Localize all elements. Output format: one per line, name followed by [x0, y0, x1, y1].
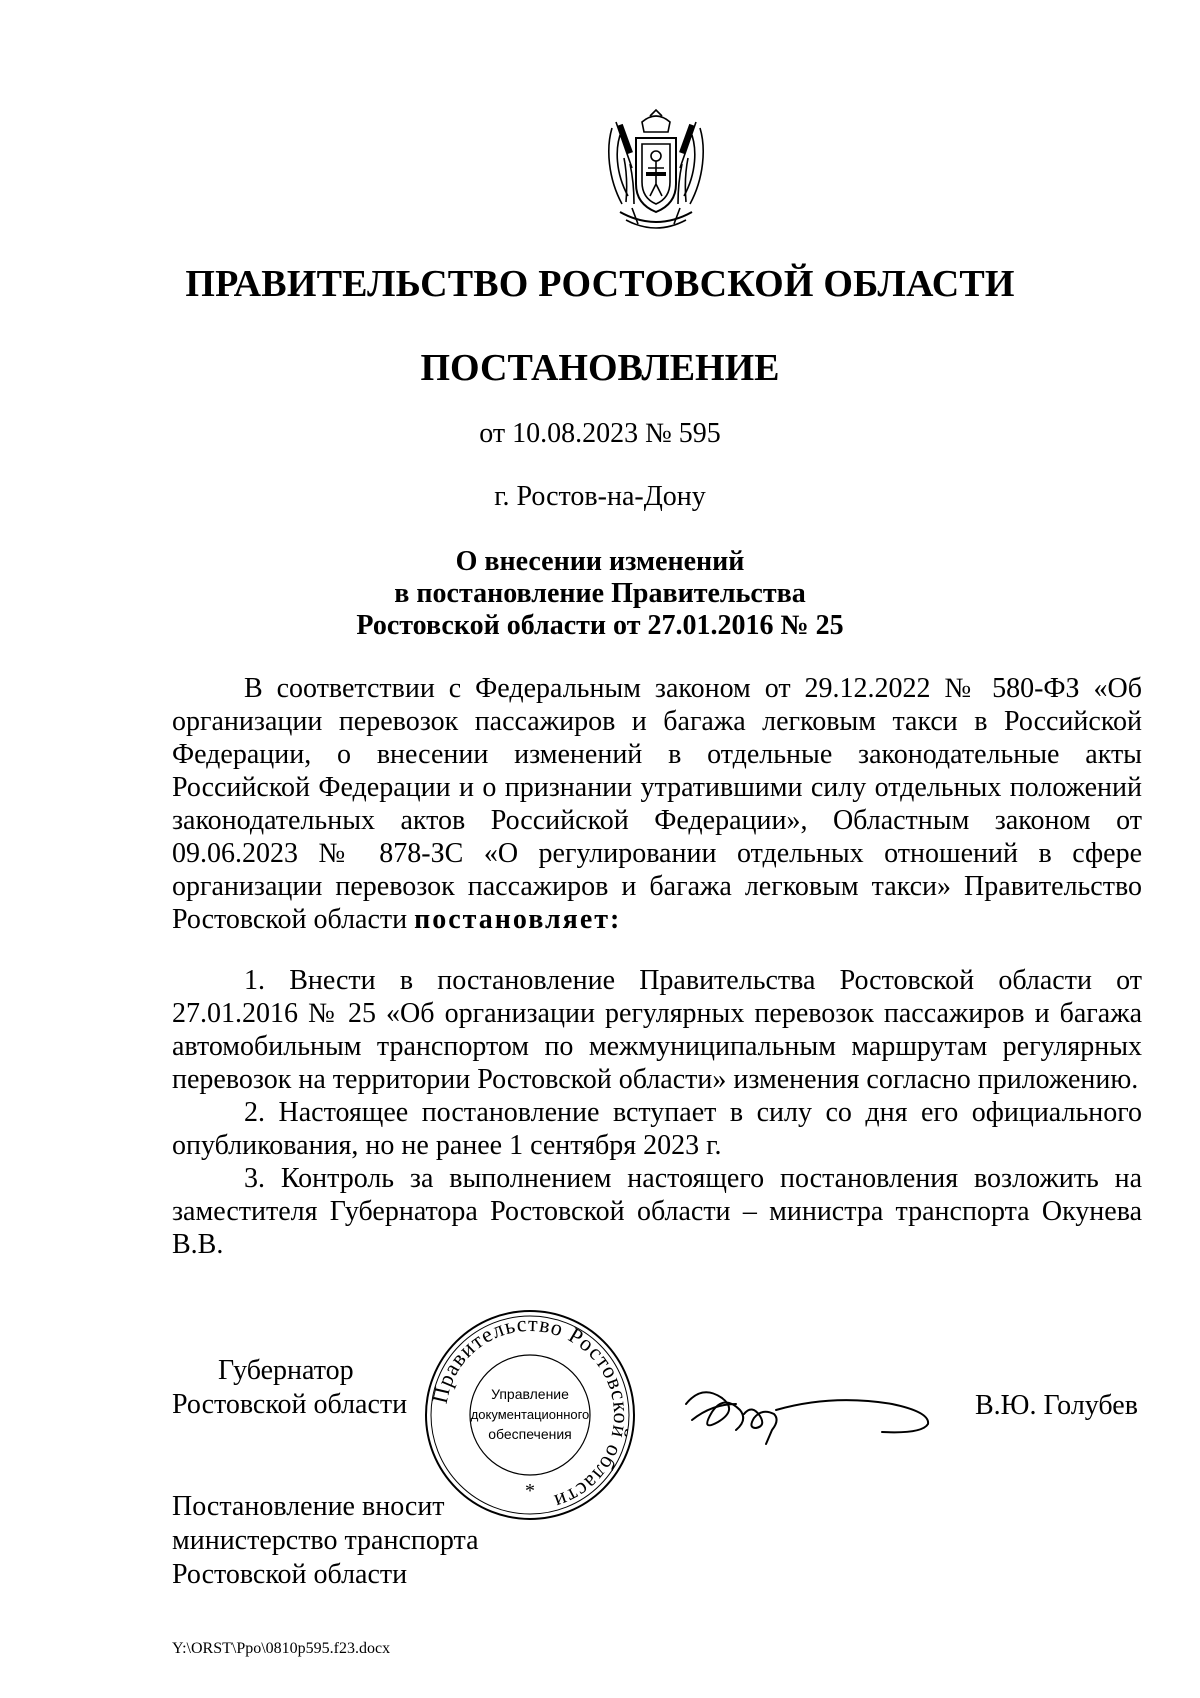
file-path-footer: Y:\ORST\Ppo\0810p595.f23.docx — [172, 1640, 391, 1657]
document-subject — [0, 546, 1200, 642]
subject-line-3: Ростовской области от 27.01.2016 № 25 — [356, 610, 844, 641]
seal-bottom-mark: * — [525, 1480, 535, 1502]
seal-ring-text: Правительство Ростовской области — [426, 1310, 635, 1516]
decree-word: постановляет: — [414, 904, 622, 935]
submitter-line-3: Ростовской области — [172, 1559, 408, 1590]
decree-item: 1. Внести в постановление Правительства Ростовской области от 27.01.2016 № 25 «Об организации регулярных перевозок пассажиров и багажа автомобильным транспортом по межмуниципальным маршрутам регулярных перевозок на территории Ростовской области» изменения согласно приложению. — [172, 965, 1142, 1095]
handwritten-signature — [682, 1374, 942, 1458]
decree-items — [172, 964, 1142, 1261]
preamble-paragraph — [172, 672, 1142, 936]
seal-center-line-3: обеспечения — [488, 1426, 572, 1442]
organization-title: ПРАВИТЕЛЬСТВО РОСТОВСКОЙ ОБЛАСТИ — [185, 263, 1015, 305]
subject-line-1: О внесении изменений — [455, 546, 745, 577]
subject-line-2: в постановление Правительства — [394, 578, 806, 609]
document-type-heading: ПОСТАНОВЛЕНИЕ — [420, 347, 780, 389]
preamble-text: В соответствии с Федеральным законом от 29.12.2022 № 580-ФЗ «Об организации перевозок пассажиров и багажа легковым такси в Российской Федерации, о внесении изменений в отдельные законодательные акты Российской Федерации и о признании утратившими силу отдельных положений законодательных актов Российской Федерации», Областным законом от 09.06.2023 № 878-ЗС «О регулировании отдельных отношений в сфере организации перевозок пассажиров и багажа легковым такси» Правительство Ростовской области — [172, 673, 1142, 935]
seal-center-line-1: Управление — [491, 1386, 569, 1402]
signatory-name: В.Ю. Голубев — [975, 1390, 1138, 1421]
decree-item: 2. Настоящее постановление вступает в силу со дня его официального опубликования, но не ранее 1 сентября 2023 г. — [172, 1097, 1142, 1161]
decree-item: 3. Контроль за выполнением настоящего постановления возложить на заместителя Губернатора Ростовской области – министра транспорта Окунева В.В. — [172, 1163, 1142, 1260]
signatory-position-line-2: Ростовской области — [172, 1389, 408, 1420]
document-city: г. Ростов-на-Дону — [494, 481, 706, 512]
signatory-position-line-1: Губернатор — [218, 1355, 354, 1386]
seal-center-line-2: документационного — [470, 1407, 590, 1422]
signatory-position — [172, 1354, 407, 1422]
submitter-line-1: Постановление вносит — [172, 1491, 445, 1522]
submitter-block — [172, 1490, 479, 1592]
document-date-number: от 10.08.2023 № 595 — [479, 418, 721, 449]
submitter-line-2: министерство транспорта — [172, 1525, 479, 1556]
coat-of-arms-icon — [602, 108, 710, 236]
